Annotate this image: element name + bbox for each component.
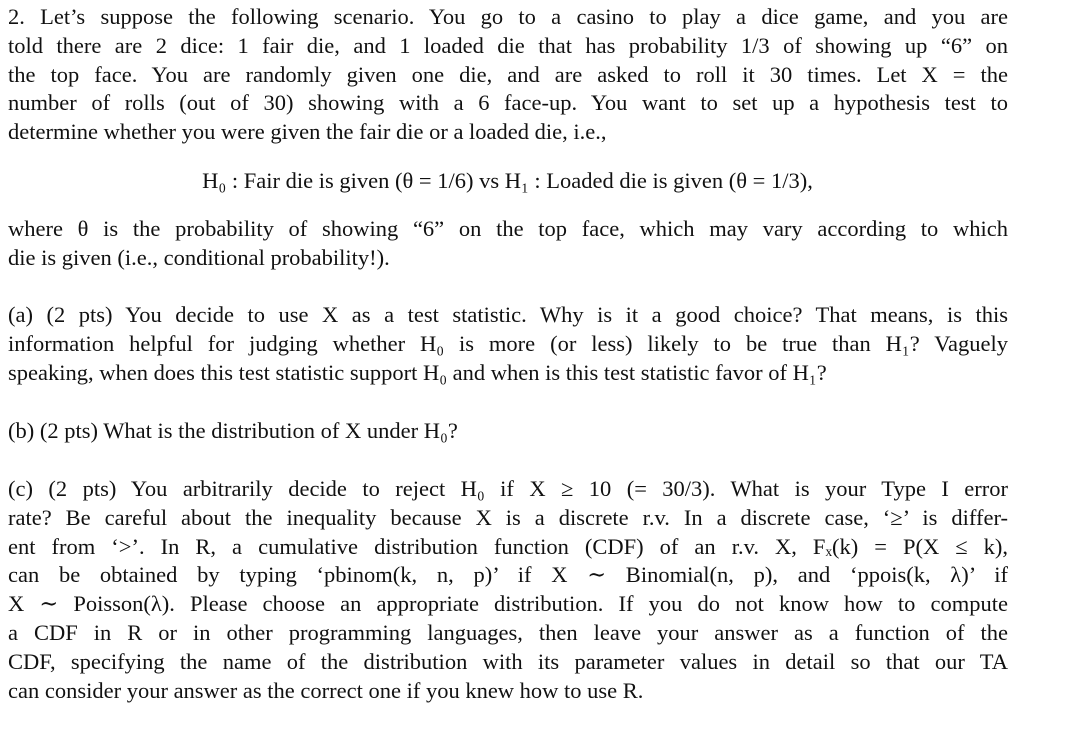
part-b xyxy=(8,417,1008,446)
text-line: a CDF in R or in other programming languages, then leave your answer as a function of the xyxy=(8,619,1008,645)
text-line: determine whether you were given the fair die or a loaded die, i.e., xyxy=(8,119,607,145)
text-line: can consider your answer as the correct one if you knew how to use R. xyxy=(8,677,644,703)
text-line: told there are 2 dice: 1 fair die, and 1 loaded die that has probability 1/3 of showing up “6” on xyxy=(8,32,1008,58)
text-line: the top face. You are randomly given one die, and are asked to roll it 30 times. Let X = the xyxy=(8,61,1008,87)
text-line: speaking, when does this test statistic support H₀ and when is this test statistic favor of H₁? xyxy=(8,359,827,385)
text-line: (c) (2 pts) You arbitrarily decide to reject H₀ if X ≥ 10 (= 30/3). What is your Type I error xyxy=(8,476,1008,501)
text-line: (b) (2 pts) What is the distribution of X under H₀? xyxy=(8,418,458,443)
text-line: where θ is the probability of showing “6” on the top face, which may vary according to which xyxy=(8,216,1008,241)
text-line: CDF, specifying the name of the distribution with its parameter values in detail so that our TA xyxy=(8,648,1008,674)
theta-definition xyxy=(8,215,1008,273)
part-c xyxy=(8,475,1008,705)
text-line: can be obtained by typing ‘pbinom(k, n, p)’ if X ∼ Binomial(n, p), and ‘ppois(k, λ)’ if xyxy=(8,562,1008,588)
text-line: die is given (i.e., conditional probability!). xyxy=(8,244,390,270)
text-line: X ∼ Poisson(λ). Please choose an appropriate distribution. If you do not know how to compute xyxy=(8,591,1008,617)
text-line: ent from ‘>’. In R, a cumulative distribution function (CDF) of an r.v. X, Fₓ(k) = P(X ≤ k), xyxy=(8,533,1008,559)
text-line: information helpful for judging whether H₀ is more (or less) likely to be true than H₁? Vaguely xyxy=(8,330,1008,356)
hypothesis-statement: H₀ : Fair die is given (θ = 1/6) vs H₁ : Loaded die is given (θ = 1/3), xyxy=(202,168,813,193)
part-a xyxy=(8,301,1008,387)
text-line: rate? Be careful about the inequality because X is a discrete r.v. In a discrete case, ‘≥’ is differ- xyxy=(8,504,1008,530)
text-line: 2. Let’s suppose the following scenario. You go to a casino to play a dice game, and you are xyxy=(8,4,1008,29)
text-line: number of rolls (out of 30) showing with a 6 face-up. You want to set up a hypothesis test to xyxy=(8,90,1008,116)
problem-intro xyxy=(8,3,1008,147)
text-line: (a) (2 pts) You decide to use X as a test statistic. Why is it a good choice? That means, is this xyxy=(8,302,1008,327)
